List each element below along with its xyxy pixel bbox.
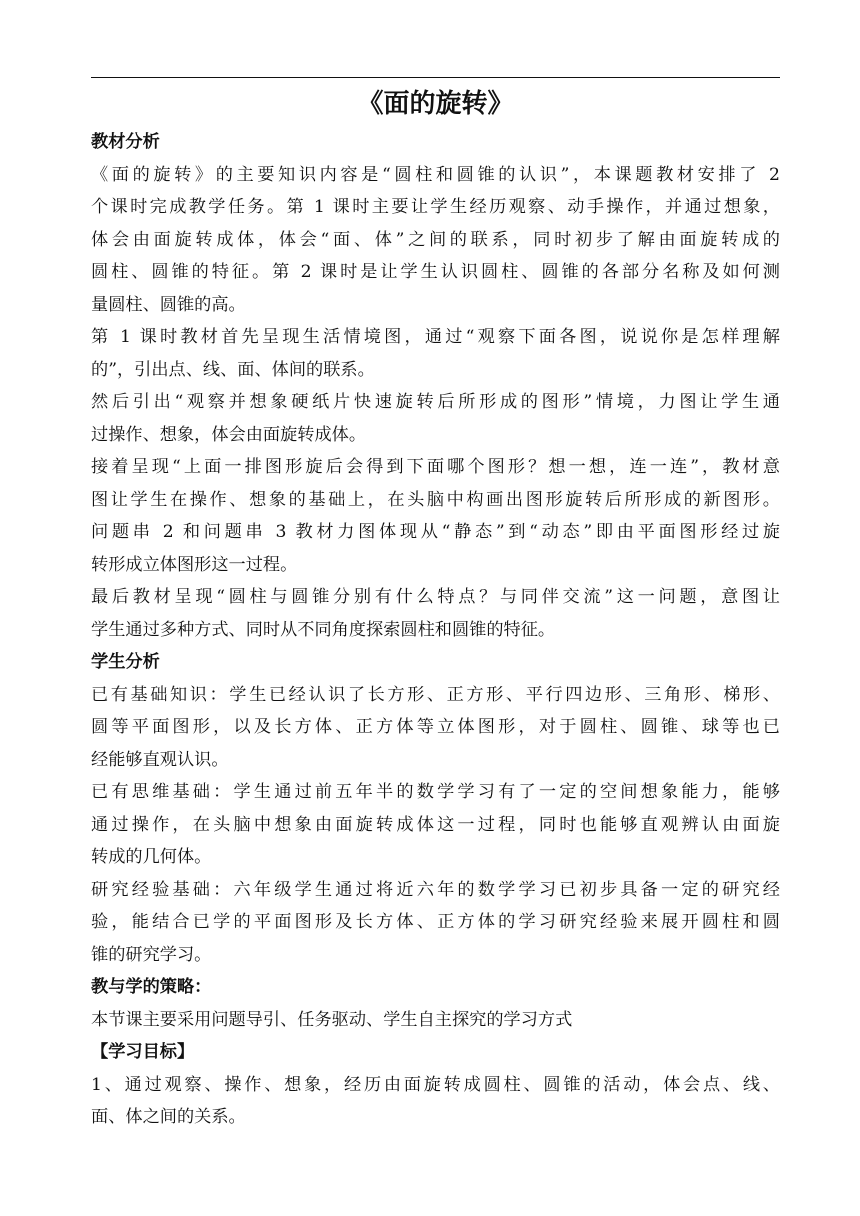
paragraph-line: 第 1 课时教材首先呈现生活情境图，通过“观察下面各图，说说你是怎样理解 [91,327,780,347]
paragraph-line: 圆等平面图形，以及长方体、正方体等立体图形，对于圆柱、圆锥、球等也已 [91,717,780,737]
header-rule [91,77,780,78]
paragraph-line: 验，能结合已学的平面图形及长方体、正方体的学习研究经验来展开圆柱和圆 [91,912,780,932]
section-heading-student-analysis: 学生分析 [91,652,160,672]
section-heading-strategy: 教与学的策略： [91,977,212,997]
paragraph-line: 面、体之间的关系。 [91,1107,246,1127]
document-title: 《面的旋转》 [357,89,514,119]
paragraph-line: 研究经验基础：六年级学生通过将近六年的数学学习已初步具备一定的研究经 [91,879,780,900]
paragraph-line: 图让学生在操作、想象的基础上，在头脑中构画出图形旋转后所形成的新图形。 [91,489,780,510]
paragraph-line: 1、通过观察、操作、想象，经历由面旋转成圆柱、圆锥的活动，体会点、线、 [91,1074,780,1095]
paragraph-line: 本节课主要采用问题导引、任务驱动、学生自主探究的学习方式 [91,1009,573,1030]
paragraph-line: 量圆柱、圆锥的高。 [91,294,246,315]
paragraph-line: 过操作、想象，体会由面旋转成体。 [91,424,367,445]
paragraph-line: 转成的几何体。 [91,847,212,867]
paragraph-line: 已有基础知识：学生已经认识了长方形、正方形、平行四边形、三角形、梯形、 [91,684,780,705]
paragraph-line: 的”，引出点、线、面、体间的联系。 [91,359,375,380]
paragraph-line: 体会由面旋转成体，体会“面、体”之间的联系，同时初步了解由面旋转成的 [91,229,780,250]
paragraph-line: 学生通过多种方式、同时从不同角度探索圆柱和圆锥的特征。 [91,619,556,640]
paragraph-line: 最后教材呈现“圆柱与圆锥分别有什么特点？与同伴交流”这一问题，意图让 [91,587,780,607]
paragraph-line: 通过操作，在头脑中想象由面旋转成体这一过程，同时也能够直观辨认由面旋 [91,814,780,835]
paragraph-line: 圆柱、圆锥的特征。第 2 课时是让学生认识圆柱、圆锥的各部分名称及如何测 [91,262,780,282]
paragraph-line: 问题串 2 和问题串 3 教材力图体现从“静态”到“动态”即由平面图形经过旋 [91,522,780,542]
section-heading-objectives: 【学习目标】 [91,1042,195,1062]
paragraph-line: 个课时完成教学任务。第 1 课时主要让学生经历观察、动手操作，并通过想象， [91,197,780,217]
paragraph-line: 锥的研究学习。 [91,944,212,965]
paragraph-line: 已有思维基础：学生通过前五年半的数学学习有了一定的空间想象能力，能够 [91,782,780,802]
paragraph-line: 然后引出“观察并想象硬纸片快速旋转后所形成的图形”情境，力图让学生通 [91,392,780,412]
document-body [91,126,780,1134]
paragraph-line: 转形成立体图形这一过程。 [91,554,298,575]
paragraph-line: 《面的旋转》的主要知识内容是“圆柱和圆锥的认识”，本课题教材安排了 2 [91,164,780,185]
paragraph-line: 接着呈现“上面一排图形旋后会得到下面哪个图形？想一想，连一连”，教材意 [91,457,780,477]
section-heading-textbook-analysis: 教材分析 [91,132,160,152]
paragraph-line: 经能够直观认识。 [91,749,229,770]
